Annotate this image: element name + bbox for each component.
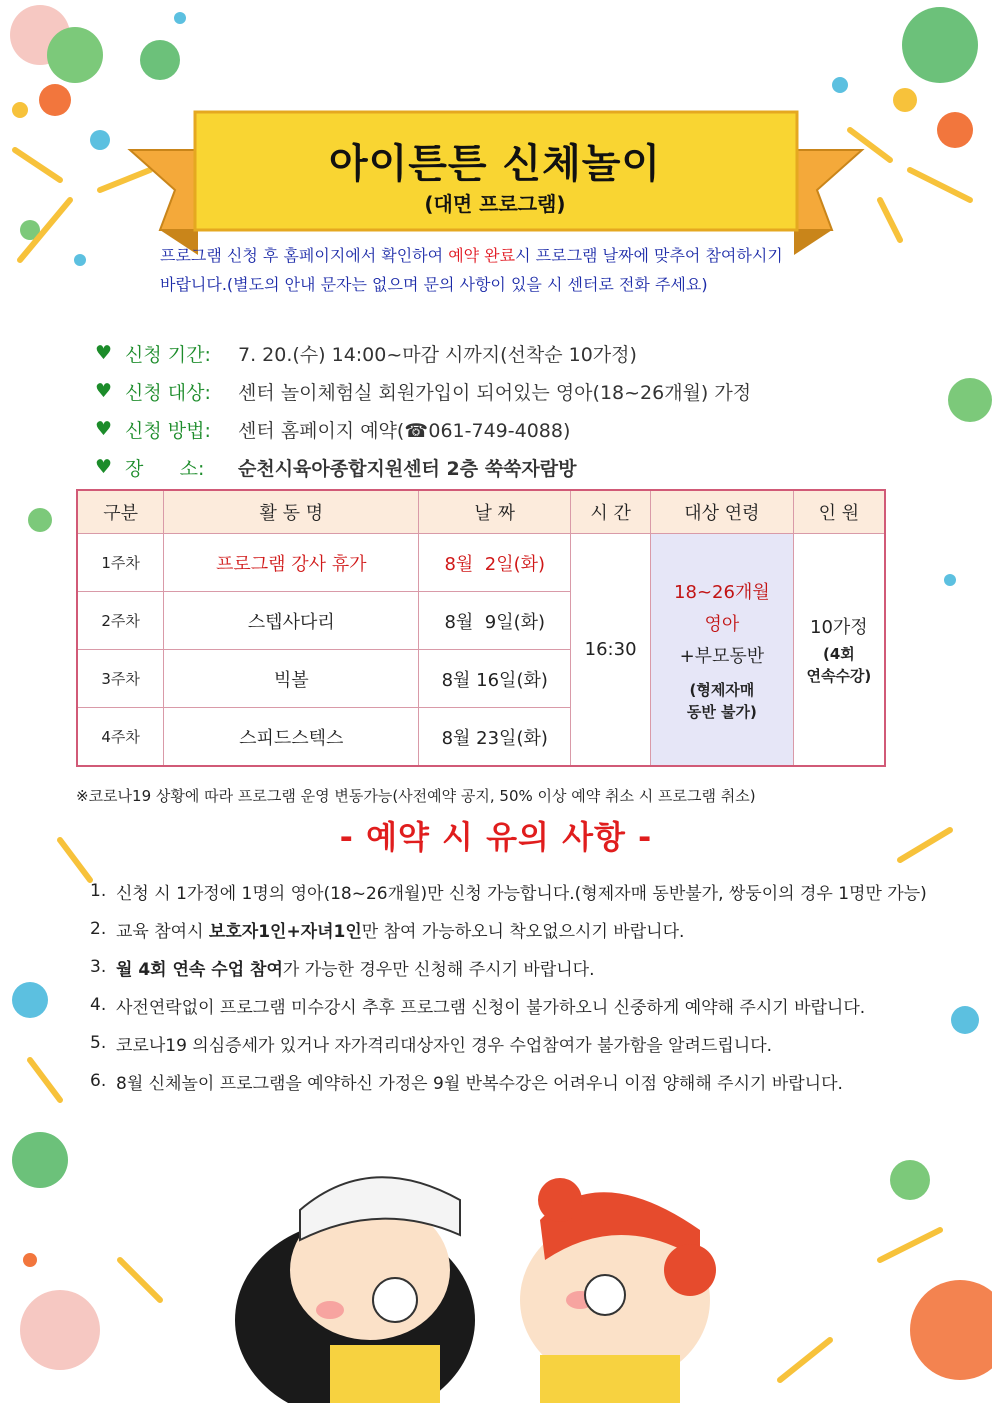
info-method [95,410,895,448]
people-note [794,643,884,687]
age-note-line2: 동반 불가) [686,702,757,721]
page-subtitle: (대면 프로그램) [424,192,566,216]
info-target [95,372,895,410]
application-info [95,334,895,486]
column-header: 시 간 [571,490,651,534]
rule-number: 5. [90,1033,107,1053]
heart-icon: ♥ [95,380,113,402]
people-note-line2: 연속수강) [806,666,872,685]
people-count: 10가정 [810,616,868,638]
list-item [90,948,970,986]
rule-text-post: 만 참여 가능하오니 착오없으시기 바랍니다. [361,921,685,942]
list-item [90,1062,970,1100]
age-note-line1: (형제자매 [689,680,755,699]
info-value-prefix: 센터 홈페이지 예약( [238,419,405,442]
caution-title: - 예약 시 유의 사항 - [339,818,653,856]
activity-cell: 스텝사다리 [164,592,419,650]
heart-icon: ♥ [95,418,113,440]
list-item [90,910,970,948]
info-value [238,416,570,443]
title-ribbon [0,0,992,260]
rule-text-pre: 교육 참여시 [116,921,209,942]
table-header-row [77,490,885,534]
age-cell [651,534,794,767]
people-note-line1: (4회 [822,644,855,663]
notice-highlight: 예약 완료 [448,246,516,265]
list-item [90,872,970,910]
rule-text [116,955,595,980]
column-header: 활 동 명 [164,490,419,534]
info-value: 순천시육아종합지원센터 2층 쑥쑥자람방 [238,457,577,480]
rule-number: 2. [90,919,107,939]
list-item [90,986,970,1024]
info-label: 장 소: [125,457,205,480]
rule-number: 6. [90,1071,107,1091]
column-header: 날 짜 [419,490,571,534]
week-cell: 1주차 [77,534,164,592]
phone-icon: ☎ [404,419,428,442]
info-label: 신청 기간: [125,343,211,366]
activity-cell: 빅볼 [164,650,419,708]
notice-part2: 시 프로그램 날짜에 맞추어 참여하시기 [515,246,783,265]
rule-text-post: 가 가능한 경우만 신청해 주시기 바랍니다. [282,959,595,980]
rule-text-bold: 월 4회 연속 수업 참여 [116,959,283,980]
notice-part1: 프로그램 신청 후 홈페이지에서 확인하여 [160,246,449,265]
character-illustrations [235,1177,716,1403]
people-cell [793,534,885,767]
rule-number: 4. [90,995,107,1015]
list-item [90,1024,970,1062]
info-value: 7. 20.(수) 14:00~마감 시까지(선착순 10가정) [238,343,637,366]
age-line2: 영아 [704,613,740,635]
rule-text: 8월 신체놀이 프로그램을 예약하신 가정은 9월 반복수강은 어려우니 이점 양해해 주시기 바랍니다. [116,1073,843,1094]
rule-number: 1. [90,881,107,901]
time-cell: 16:30 [571,534,651,767]
rule-text: 사전연락없이 프로그램 미수강시 추후 프로그램 신청이 불가하오니 신중하게 예약해 주시기 바랍니다. [116,997,866,1018]
date-cell: 8월 9일(화) [419,592,571,650]
table-row [77,534,885,592]
heart-icon: ♥ [95,342,113,364]
week-cell: 2주차 [77,592,164,650]
rule-text [116,917,684,942]
page-title: 아이튼튼 신체놀이 [328,141,662,187]
rule-text-bold: 보호자1인+자녀1인 [208,921,362,942]
date-cell: 8월 16일(화) [419,650,571,708]
date-cell: 8월 2일(화) [419,534,571,592]
covid-note: ※코로나19 상황에 따라 프로그램 운영 변동가능(사전예약 공지, 50% 이상 예약 취소 시 프로그램 취소) [76,787,756,805]
info-value-suffix: 061-749-4088) [422,419,571,442]
age-line3: +부모동반 [679,645,765,667]
notice-text [160,241,880,299]
info-value: 센터 놀이체험실 회원가입이 되어있는 영아(18~26개월) 가정 [238,381,752,404]
column-header: 인 원 [793,490,885,534]
rule-text: 신청 시 1가정에 1명의 영아(18~26개월)만 신청 가능합니다.(형제자매 동반불가, 쌍둥이의 경우 1명만 가능) [116,883,927,904]
info-label: 신청 대상: [125,381,211,404]
notice-line2: 바랍니다.(별도의 안내 문자는 없으며 문의 사항이 있을 시 센터로 전화 주세요) [160,275,708,294]
activity-cell: 스피드스텍스 [164,708,419,767]
age-line1: 18~26개월 [674,581,770,603]
week-cell: 3주차 [77,650,164,708]
age-note [651,679,793,723]
rule-text: 코로나19 의심증세가 있거나 자가격리대상자인 경우 수업참여가 불가함을 알려드립니다. [116,1035,773,1056]
date-cell: 8월 23일(화) [419,708,571,767]
info-period [95,334,895,372]
heart-icon: ♥ [95,456,113,478]
week-cell: 4주차 [77,708,164,767]
activity-cell: 프로그램 강사 휴가 [164,534,419,592]
column-header: 대상 연령 [651,490,794,534]
info-label: 신청 방법: [125,419,211,442]
column-header: 구분 [77,490,164,534]
rule-number: 3. [90,957,107,977]
info-location [95,448,895,486]
caution-list [90,872,970,1100]
schedule-table [76,489,886,767]
